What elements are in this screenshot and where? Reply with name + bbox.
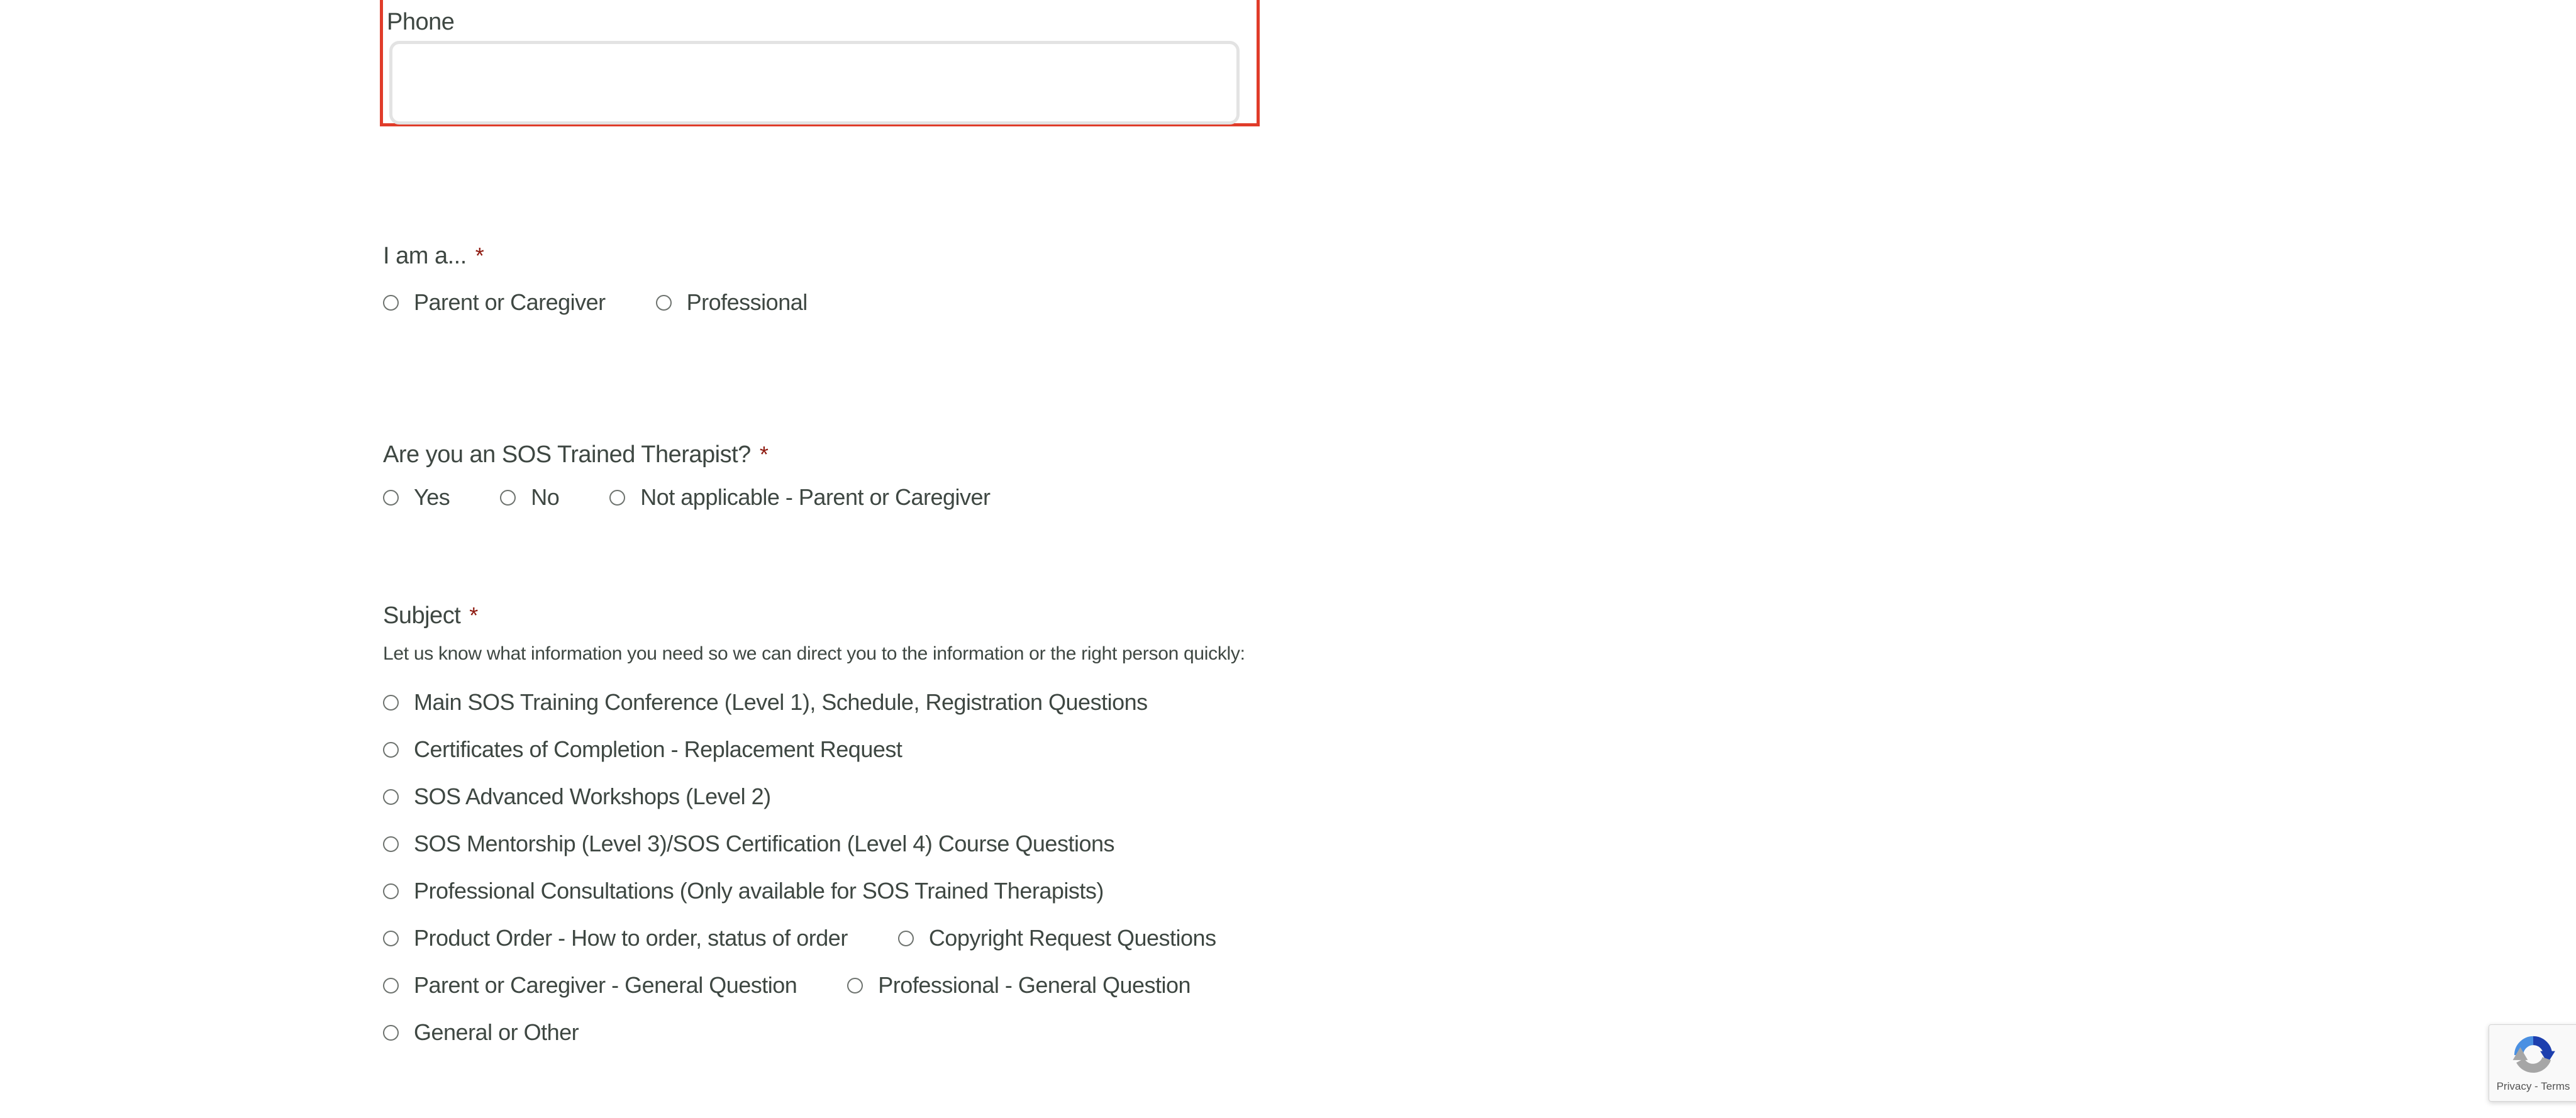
subject-label-text: Subject bbox=[383, 602, 461, 629]
radio-button-icon[interactable] bbox=[898, 931, 914, 946]
radio-option-label: SOS Mentorship (Level 3)/SOS Certification (Level 4) Course Questions bbox=[414, 831, 1114, 856]
phone-field-label: Phone bbox=[387, 9, 455, 35]
radio-option-label: Parent or Caregiver bbox=[414, 289, 606, 315]
radio-option-copyright-request[interactable] bbox=[898, 924, 1216, 953]
radio-option-mentorship-certification[interactable] bbox=[383, 829, 1114, 858]
radio-button-icon[interactable] bbox=[609, 490, 625, 506]
radio-option-parent-general-question[interactable] bbox=[383, 971, 797, 1000]
i-am-a-label-text: I am a... bbox=[383, 243, 467, 269]
radio-button-icon[interactable] bbox=[383, 295, 399, 311]
radio-button-icon[interactable] bbox=[500, 490, 516, 506]
radio-button-icon[interactable] bbox=[383, 931, 399, 946]
phone-field-error-container bbox=[380, 0, 1260, 126]
i-am-a-field-label bbox=[383, 241, 484, 270]
radio-option-label: Professional Consultations (Only available for SOS Trained Therapists) bbox=[414, 878, 1104, 904]
radio-option-label: Main SOS Training Conference (Level 1), Schedule, Registration Questions bbox=[414, 689, 1148, 715]
required-asterisk: * bbox=[759, 441, 769, 467]
radio-button-icon[interactable] bbox=[656, 295, 672, 311]
radio-option-label: Product Order - How to order, status of order bbox=[414, 925, 848, 951]
radio-option-advanced-workshops[interactable] bbox=[383, 782, 771, 811]
radio-button-icon[interactable] bbox=[383, 742, 399, 758]
radio-option-label: Parent or Caregiver - General Question bbox=[414, 972, 797, 998]
radio-button-icon[interactable] bbox=[383, 978, 399, 993]
recaptcha-logo-icon bbox=[2509, 1031, 2557, 1079]
radio-button-icon[interactable] bbox=[847, 978, 863, 993]
required-asterisk: * bbox=[475, 243, 484, 268]
radio-option-professional[interactable] bbox=[656, 288, 808, 317]
subject-option-row bbox=[383, 971, 1191, 1000]
i-am-a-options-row bbox=[383, 288, 808, 317]
radio-button-icon[interactable] bbox=[383, 836, 399, 852]
radio-option-label: Professional - General Question bbox=[878, 972, 1191, 998]
sos-trained-options-row bbox=[383, 483, 991, 512]
recaptcha-privacy-terms-links[interactable]: Privacy - Terms bbox=[2496, 1080, 2570, 1092]
radio-option-product-order[interactable] bbox=[383, 924, 848, 953]
subject-field-description: Let us know what information you need so we can direct you to the information or the right person quickly: bbox=[383, 643, 1245, 664]
radio-button-icon[interactable] bbox=[383, 789, 399, 805]
radio-option-label: Yes bbox=[414, 484, 450, 510]
radio-option-label: General or Other bbox=[414, 1019, 579, 1045]
radio-option-main-sos-training[interactable] bbox=[383, 688, 1148, 717]
radio-option-label: Copyright Request Questions bbox=[928, 925, 1216, 951]
radio-button-icon[interactable] bbox=[383, 883, 399, 899]
required-asterisk: * bbox=[469, 602, 478, 628]
subject-option-row bbox=[383, 829, 1114, 858]
radio-button-icon[interactable] bbox=[383, 695, 399, 711]
subject-option-row bbox=[383, 877, 1104, 905]
subject-option-row bbox=[383, 1018, 579, 1047]
sos-trained-field-label bbox=[383, 440, 768, 469]
recaptcha-badge[interactable] bbox=[2489, 1024, 2576, 1102]
radio-option-label: Not applicable - Parent or Caregiver bbox=[640, 484, 991, 510]
radio-option-professional-general-question[interactable] bbox=[847, 971, 1191, 1000]
radio-option-label: Professional bbox=[686, 289, 808, 315]
subject-option-row bbox=[383, 688, 1148, 717]
phone-input[interactable] bbox=[389, 41, 1240, 125]
radio-option-label: SOS Advanced Workshops (Level 2) bbox=[414, 783, 771, 809]
radio-button-icon[interactable] bbox=[383, 490, 399, 506]
radio-option-professional-consultations[interactable] bbox=[383, 877, 1104, 905]
radio-option-general-or-other[interactable] bbox=[383, 1018, 579, 1047]
radio-option-no[interactable] bbox=[500, 483, 559, 512]
subject-option-row bbox=[383, 782, 771, 811]
radio-option-parent-or-caregiver[interactable] bbox=[383, 288, 606, 317]
radio-option-not-applicable[interactable] bbox=[609, 483, 990, 512]
radio-option-label: Certificates of Completion - Replacement Request bbox=[414, 736, 902, 762]
subject-option-row bbox=[383, 735, 902, 764]
subject-option-row bbox=[383, 924, 1216, 953]
sos-trained-label-text: Are you an SOS Trained Therapist? bbox=[383, 441, 751, 468]
radio-option-certificates[interactable] bbox=[383, 735, 902, 764]
radio-button-icon[interactable] bbox=[383, 1025, 399, 1041]
radio-option-label: No bbox=[531, 484, 560, 510]
radio-option-yes[interactable] bbox=[383, 483, 450, 512]
subject-field-label bbox=[383, 601, 478, 630]
